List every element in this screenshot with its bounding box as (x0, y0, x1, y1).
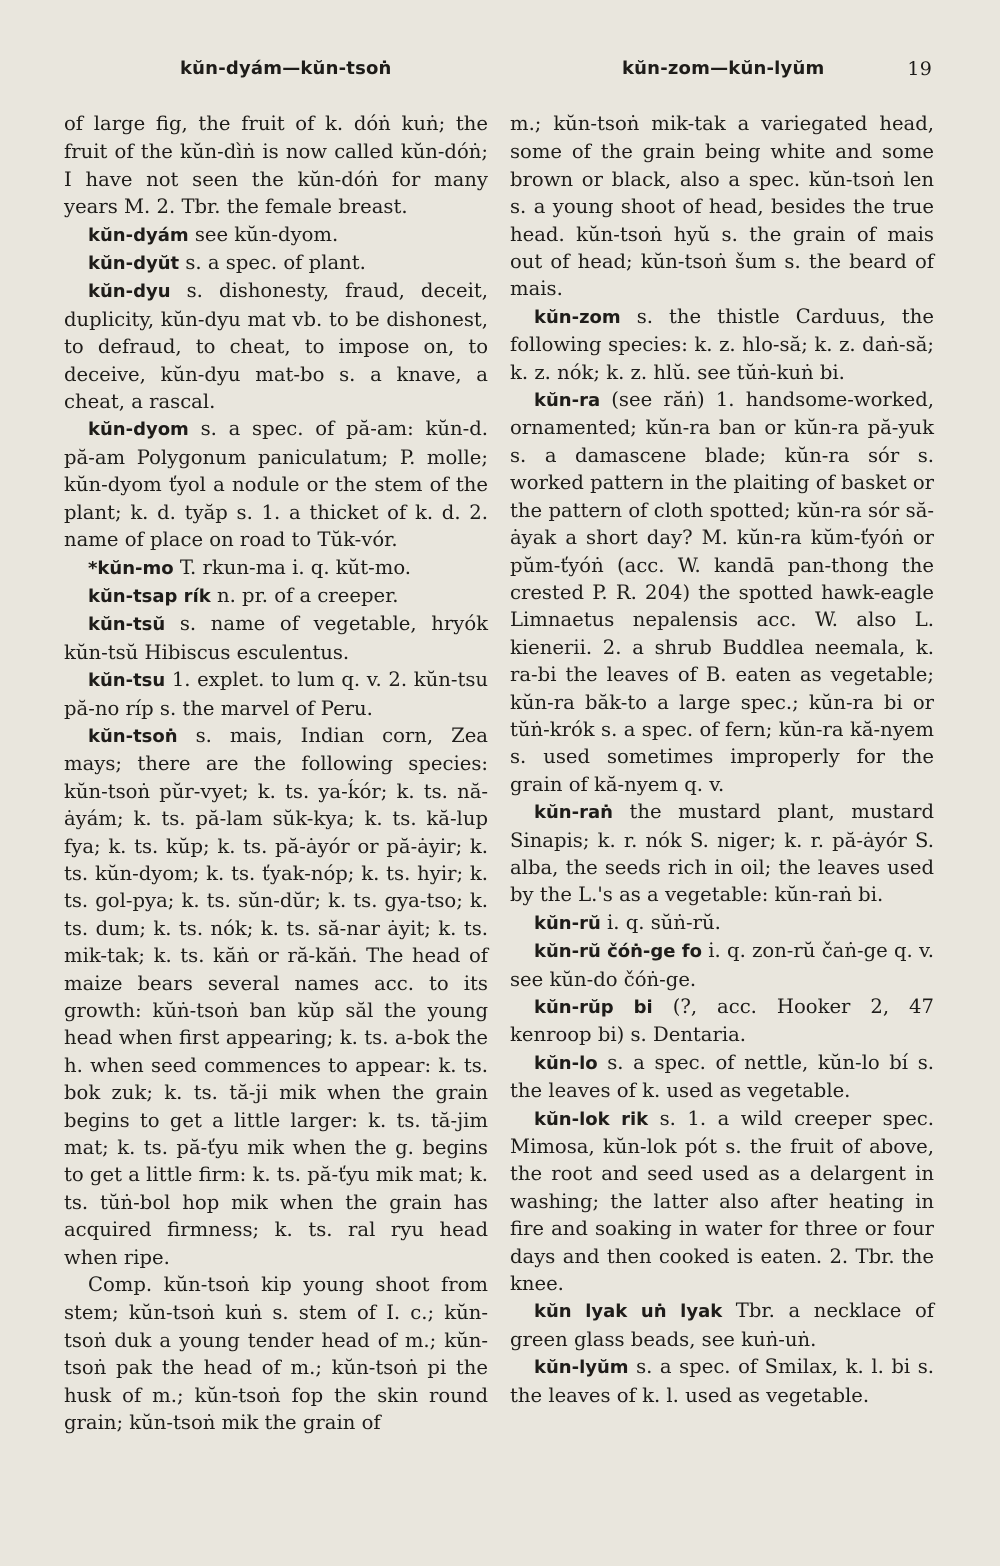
entry-headword: kŭn-rŭ (534, 912, 601, 934)
entry-headword: kŭn-rŭ čóṅ-ge fo (534, 941, 702, 963)
entry-headword: *kŭn-mo (88, 557, 174, 579)
entry-headword: kŭn-tsoṅ (88, 725, 178, 747)
entry-headword: kŭn-lo (534, 1052, 598, 1074)
entry-definition: i. q. sŭṅ-rŭ. (600, 910, 721, 934)
entry-headword: kŭn-dyám (88, 224, 189, 246)
entry-definition: s. a spec. of plant. (179, 251, 366, 275)
entry-definition: s. a spec. of Smilax, k. l. bi s. the leaves of k. l. used as vegetable. (510, 1355, 934, 1407)
dictionary-entry (64, 610, 488, 666)
dictionary-entry (510, 993, 934, 1049)
entry-definition: the mustard plant, mustard Sinapis; k. r. nók S. niger; k. r. pă-ȧyór S. alba, the seeds rich in oil; the leaves used by the L.'s as a vegetable: kŭn-raṅ bi. (510, 800, 934, 907)
entry-definition: s. dishonesty, fraud, deceit, duplicity, kŭn-dyu mat vb. to be dishonest, to defraud, to cheat, to impose on, to deceive, kŭn-dyu mat-bo s. a knave, a cheat, a rascal. (64, 279, 488, 414)
entry-definition: s. 1. a wild creeper spec. Mimosa, kŭn-lok pót s. the fruit of above, the root and seed used as a delargent in washing; the latter also after heating in fire and soaking in water for three or four days and then cooked is eaten. 2. Tbr. the knee. (510, 1106, 934, 1296)
entry-definition: s. the thistle Carduus, the following species: k. z. hlo-să; k. z. daṅ-să; k. z. nók; k. z. hlŭ. see tŭṅ-kuṅ bi. (510, 304, 934, 384)
running-head-right: kŭn-zom—kŭn-lyŭm (622, 58, 825, 79)
dictionary-entry (64, 221, 488, 249)
left-column (64, 110, 488, 1437)
entry-definition: s. mais, Indian corn, Zea mays; there are the following species: kŭn-tsoṅ pŭr-vyet; k. ts. ya-ḱór; k. ts. nă-ȧyám; k. ts. pă-lam sŭk-kya; k. ts. kă-lup fya; k. ts. kŭp; k. ts. pă-ȧyór or pă-ȧyir; k. ts. kŭn-dyom; k. ts. ťyak-nóp; k. ts. hyir; k. ts. gol-pya; k. ts. sŭn-dŭr; k. ts. gya-tso; k. ts. dum; k. ts. nók; k. ts. să-nar ȧyit; k. ts. mik-tak; k. ts. kăṅ or ră-kăṅ. The head of maize bears several names acc. to its growth: kŭṅ-tsoṅ ban kŭp săl the young head when first appearing; k. ts. a-bok the h. when seed commences to appear: k. ts. bok zuk; k. ts. tă-ji mik when the grain begins to get a little larger: k. ts. tă-jim mat; k. ts. pă-ťyu mik when the g. begins to get a little firm: k. ts. pă-ťyu mik mat; k. ts. tŭṅ-bol hop mik when the grain has acquired firmness; k. ts. ral ryu head when ripe. (64, 723, 488, 1269)
entry-headword: kŭn-dyŭt (88, 253, 180, 275)
entry-definition: Tbr. a necklace of green glass beads, see kuṅ-uṅ. (510, 1299, 934, 1351)
dictionary-entry (64, 1271, 488, 1436)
entry-headword: kŭn-tsu (88, 670, 166, 692)
entry-definition: Comp. kŭn-tsoṅ kip young shoot from stem; kŭn-tsoṅ kuṅ s. stem of I. c.; kŭn-tsoṅ duk a young tender head of m.; kŭn-tsoṅ pak the head of m.; kŭn-tsoṅ pi the husk of m.; kŭn-tsoṅ fop the skin round grain; kŭn-tsoṅ mik the grain of (64, 1273, 488, 1435)
dictionary-entry (510, 909, 934, 937)
dictionary-entry (510, 1297, 934, 1353)
entry-headword: kŭn-raṅ (534, 802, 613, 824)
dictionary-entry (64, 582, 488, 610)
entry-definition: of large fig, the fruit of k. dóṅ kuṅ; the fruit of the kŭn-dìṅ is now called kŭn-dóṅ; I have not seen the kŭn-dóṅ for many years M. 2. Tbr. the female breast. (64, 112, 488, 219)
dictionary-entry (64, 722, 488, 1271)
entry-definition: m.; kŭn-tsoṅ mik-tak a variegated head, some of the grain being white and some brown or black, also a spec. kŭn-tsoṅ len s. a young shoot of head, besides the true head. kŭn-tsoṅ hyŭ s. the grain of mais out of head; kŭn-tsoṅ šum s. the beard of mais. (510, 112, 934, 301)
entry-headword: kŭn-tsŭ (88, 614, 166, 636)
running-head-left: kŭn-dyám—kŭn-tsoṅ (180, 58, 392, 79)
entry-definition: (see răṅ) 1. handsome-worked, ornamented; kŭn-ra ban or kŭn-ra pă-yuk s. a damascene blade; kŭn-ra sór s. worked pattern in the plaiting of basket or the pattern of cloth spotted; kŭn-ra sór să-ȧyak a short day? M. kŭn-ra kŭm-ťyóṅ or pŭm-ťyóṅ (acc. W. kandā pan-thong the crested P. R. 204) the spotted hawk-eagle Limnaetus nepalensis acc. W. also L. kienerii. 2. a shrub Buddlea neemala, k. ra-bi the leaves of B. eaten as vegetable; kŭn-ra băk-to a large spec.; kŭn-ra bi or tŭṅ-krók s. a spec. of fern; kŭn-ra kă-nyem s. used sometimes improperly for the grain of kă-nyem q. v. (510, 388, 934, 796)
entry-definition: see kŭn-dyom. (188, 222, 339, 246)
entry-headword: kŭn-tsap rík (88, 585, 211, 607)
entry-definition: s. a spec. of nettle, kŭn-lo bí s. the leaves of k. used as vegetable. (510, 1050, 934, 1103)
dictionary-entry (510, 798, 934, 909)
entry-headword: kŭn-dyom (88, 419, 189, 441)
dictionary-entry (64, 554, 488, 582)
entry-definition: i. q. zon-rŭ čaṅ-ge q. v. see kŭn-do čóṅ-ge. (510, 939, 935, 991)
dictionary-entry (64, 110, 488, 221)
dictionary-entry (510, 1049, 934, 1105)
dictionary-entry (510, 1105, 934, 1298)
entry-headword: kŭn-dyu (88, 281, 171, 303)
dictionary-entry (510, 1353, 934, 1409)
dictionary-entry (510, 937, 934, 993)
right-column (510, 110, 934, 1409)
entry-headword: kŭn-ra (534, 390, 601, 412)
entry-headword: kŭn-zom (534, 306, 621, 328)
dictionary-entry (510, 303, 934, 386)
entry-headword: kŭn-lyŭm (534, 1357, 629, 1379)
page-number: 19 (907, 58, 932, 80)
entry-definition: (?, acc. Hooker 2, 47 kenroop bi) s. Dentaria. (510, 995, 934, 1047)
dictionary-entry (510, 386, 934, 798)
entry-definition: n. pr. of a creeper. (210, 583, 399, 607)
entry-definition: T. rkun-ma i. q. kŭt-mo. (173, 555, 412, 579)
entry-headword: kŭn-rŭp bi (534, 997, 653, 1018)
dictionary-entry (64, 277, 488, 415)
entry-definition: s. a spec. of pă-am: kŭn-d. pă-am Polygonum paniculatum; P. molle; kŭn-dyom ťyol a nodule or the stem of the plant; k. d. tyăp s. 1. a thicket of k. d. 2. name of place on road to Tŭk-vór. (64, 417, 488, 552)
entry-headword: kŭn lyak uṅ lyak (534, 1301, 723, 1323)
dictionary-entry (510, 110, 934, 303)
dictionary-entry (64, 249, 488, 277)
dictionary-entry (64, 666, 488, 722)
page-header (62, 58, 932, 90)
entry-definition: s. name of vegetable, hryók kŭn-tsŭ Hibiscus esculentus. (64, 612, 488, 664)
entry-definition: 1. explet. to lum q. v. 2. kŭn-tsu pă-no ríp s. the marvel of Peru. (64, 668, 488, 720)
entry-headword: kŭn-lok rik (534, 1108, 649, 1130)
dictionary-entry (64, 415, 488, 553)
